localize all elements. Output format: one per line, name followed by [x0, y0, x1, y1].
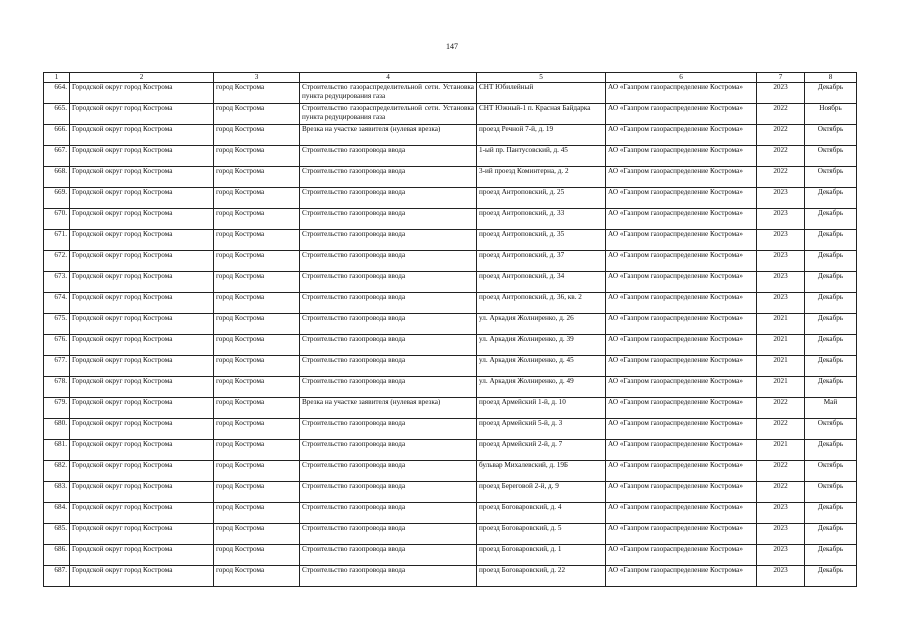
municipality-cell: Городской округ город Кострома: [70, 125, 214, 146]
year-cell: 2022: [757, 104, 805, 125]
municipality-cell: Городской округ город Кострома: [70, 167, 214, 188]
column-header: 5: [477, 73, 606, 83]
address-cell: проезд Антроповский, д. 34: [477, 272, 606, 293]
year-cell: 2023: [757, 524, 805, 545]
locality-cell: город Кострома: [214, 482, 300, 503]
work-type-cell: Строительство газопровода ввода: [300, 251, 477, 272]
column-header: 8: [805, 73, 857, 83]
address-cell: бульвар Михалевский, д. 19Б: [477, 461, 606, 482]
month-cell: Декабрь: [805, 356, 857, 377]
month-cell: Декабрь: [805, 314, 857, 335]
month-cell: Декабрь: [805, 503, 857, 524]
organization-cell: АО «Газпром газораспределение Кострома»: [606, 440, 757, 461]
work-type-cell: Строительство газопровода ввода: [300, 566, 477, 587]
municipality-cell: Городской округ город Кострома: [70, 566, 214, 587]
address-cell: проезд Антроповский, д. 36, кв. 2: [477, 293, 606, 314]
table-body: [44, 83, 857, 587]
row-number-cell: 672.: [44, 251, 70, 272]
work-type-cell: Строительство газопровода ввода: [300, 209, 477, 230]
municipality-cell: Городской округ город Кострома: [70, 398, 214, 419]
month-cell: Октябрь: [805, 419, 857, 440]
work-type-cell: Строительство газопровода ввода: [300, 188, 477, 209]
year-cell: 2023: [757, 293, 805, 314]
row-number-cell: 674.: [44, 293, 70, 314]
organization-cell: АО «Газпром газораспределение Кострома»: [606, 482, 757, 503]
work-type-cell: Строительство газораспределительной сети. Установка пункта редуцирования газа: [300, 83, 477, 104]
locality-cell: город Кострома: [214, 251, 300, 272]
organization-cell: АО «Газпром газораспределение Кострома»: [606, 272, 757, 293]
row-number-cell: 670.: [44, 209, 70, 230]
address-cell: 1-ый пр. Пантусовский, д. 45: [477, 146, 606, 167]
table-row: [44, 524, 857, 545]
work-type-cell: Строительство газопровода ввода: [300, 440, 477, 461]
organization-cell: АО «Газпром газораспределение Кострома»: [606, 566, 757, 587]
locality-cell: город Кострома: [214, 293, 300, 314]
municipality-cell: Городской округ город Кострома: [70, 419, 214, 440]
table-row: [44, 209, 857, 230]
data-table: [43, 72, 857, 587]
locality-cell: город Кострома: [214, 503, 300, 524]
row-number-cell: 686.: [44, 545, 70, 566]
year-cell: 2021: [757, 440, 805, 461]
table-row: [44, 314, 857, 335]
locality-cell: город Кострома: [214, 566, 300, 587]
organization-cell: АО «Газпром газораспределение Кострома»: [606, 398, 757, 419]
year-cell: 2022: [757, 482, 805, 503]
year-cell: 2023: [757, 230, 805, 251]
organization-cell: АО «Газпром газораспределение Кострома»: [606, 356, 757, 377]
work-type-cell: Строительство газопровода ввода: [300, 524, 477, 545]
table-row: [44, 104, 857, 125]
column-header: 2: [70, 73, 214, 83]
municipality-cell: Городской округ город Кострома: [70, 83, 214, 104]
municipality-cell: Городской округ город Кострома: [70, 104, 214, 125]
work-type-cell: Строительство газопровода ввода: [300, 482, 477, 503]
locality-cell: город Кострома: [214, 230, 300, 251]
year-cell: 2021: [757, 335, 805, 356]
month-cell: Декабрь: [805, 272, 857, 293]
table-row: [44, 461, 857, 482]
month-cell: Ноябрь: [805, 104, 857, 125]
municipality-cell: Городской округ город Кострома: [70, 272, 214, 293]
table-row: [44, 146, 857, 167]
address-cell: 3-ий проезд Коминтерна, д. 2: [477, 167, 606, 188]
year-cell: 2023: [757, 83, 805, 104]
organization-cell: АО «Газпром газораспределение Кострома»: [606, 104, 757, 125]
month-cell: Декабрь: [805, 230, 857, 251]
work-type-cell: Строительство газопровода ввода: [300, 314, 477, 335]
page-number: 147: [446, 42, 458, 51]
address-cell: ул. Аркадия Жолниренко, д. 49: [477, 377, 606, 398]
month-cell: Октябрь: [805, 146, 857, 167]
table-row: [44, 188, 857, 209]
month-cell: Май: [805, 398, 857, 419]
month-cell: Октябрь: [805, 482, 857, 503]
address-cell: проезд Речной 7-й, д. 19: [477, 125, 606, 146]
organization-cell: АО «Газпром газораспределение Кострома»: [606, 419, 757, 440]
row-number-cell: 681.: [44, 440, 70, 461]
row-number-cell: 682.: [44, 461, 70, 482]
locality-cell: город Кострома: [214, 314, 300, 335]
locality-cell: город Кострома: [214, 335, 300, 356]
municipality-cell: Городской округ город Кострома: [70, 188, 214, 209]
address-cell: проезд Боговаровский, д. 4: [477, 503, 606, 524]
work-type-cell: Строительство газопровода ввода: [300, 503, 477, 524]
row-number-cell: 677.: [44, 356, 70, 377]
work-type-cell: Строительство газопровода ввода: [300, 545, 477, 566]
work-type-cell: Строительство газопровода ввода: [300, 461, 477, 482]
row-number-cell: 683.: [44, 482, 70, 503]
organization-cell: АО «Газпром газораспределение Кострома»: [606, 545, 757, 566]
organization-cell: АО «Газпром газораспределение Кострома»: [606, 293, 757, 314]
organization-cell: АО «Газпром газораспределение Кострома»: [606, 461, 757, 482]
municipality-cell: Городской округ город Кострома: [70, 482, 214, 503]
year-cell: 2023: [757, 566, 805, 587]
row-number-cell: 687.: [44, 566, 70, 587]
municipality-cell: Городской округ город Кострома: [70, 314, 214, 335]
locality-cell: город Кострома: [214, 545, 300, 566]
row-number-cell: 685.: [44, 524, 70, 545]
address-cell: СНТ Юбилейный: [477, 83, 606, 104]
municipality-cell: Городской округ город Кострома: [70, 251, 214, 272]
month-cell: Декабрь: [805, 524, 857, 545]
organization-cell: АО «Газпром газораспределение Кострома»: [606, 83, 757, 104]
year-cell: 2022: [757, 461, 805, 482]
work-type-cell: Строительство газопровода ввода: [300, 419, 477, 440]
table-row: [44, 272, 857, 293]
row-number-cell: 678.: [44, 377, 70, 398]
row-number-cell: 671.: [44, 230, 70, 251]
locality-cell: город Кострома: [214, 356, 300, 377]
locality-cell: город Кострома: [214, 419, 300, 440]
year-cell: 2023: [757, 209, 805, 230]
address-cell: проезд Антроповский, д. 33: [477, 209, 606, 230]
municipality-cell: Городской округ город Кострома: [70, 545, 214, 566]
table-row: [44, 440, 857, 461]
table-row: [44, 125, 857, 146]
organization-cell: АО «Газпром газораспределение Кострома»: [606, 167, 757, 188]
address-cell: проезд Антроповский, д. 37: [477, 251, 606, 272]
municipality-cell: Городской округ город Кострома: [70, 230, 214, 251]
row-number-cell: 675.: [44, 314, 70, 335]
month-cell: Декабрь: [805, 335, 857, 356]
column-header: 7: [757, 73, 805, 83]
address-cell: проезд Береговой 2-й, д. 9: [477, 482, 606, 503]
year-cell: 2023: [757, 545, 805, 566]
locality-cell: город Кострома: [214, 188, 300, 209]
municipality-cell: Городской округ город Кострома: [70, 440, 214, 461]
year-cell: 2023: [757, 272, 805, 293]
table-row: [44, 251, 857, 272]
municipality-cell: Городской округ город Кострома: [70, 356, 214, 377]
locality-cell: город Кострома: [214, 167, 300, 188]
table-row: [44, 335, 857, 356]
row-number-cell: 684.: [44, 503, 70, 524]
locality-cell: город Кострома: [214, 104, 300, 125]
month-cell: Октябрь: [805, 167, 857, 188]
year-cell: 2021: [757, 377, 805, 398]
municipality-cell: Городской округ город Кострома: [70, 293, 214, 314]
month-cell: Декабрь: [805, 209, 857, 230]
work-type-cell: Строительство газопровода ввода: [300, 335, 477, 356]
work-type-cell: Врезка на участке заявителя (нулевая врезка): [300, 125, 477, 146]
row-number-cell: 668.: [44, 167, 70, 188]
locality-cell: город Кострома: [214, 524, 300, 545]
work-type-cell: Строительство газопровода ввода: [300, 377, 477, 398]
address-cell: ул. Аркадия Жолниренко, д. 39: [477, 335, 606, 356]
table-row: [44, 83, 857, 104]
work-type-cell: Строительство газопровода ввода: [300, 272, 477, 293]
table-row: [44, 356, 857, 377]
municipality-cell: Городской округ город Кострома: [70, 377, 214, 398]
work-type-cell: Строительство газопровода ввода: [300, 167, 477, 188]
address-cell: проезд Армейский 1-й, д. 10: [477, 398, 606, 419]
table-header-row: [44, 73, 857, 83]
row-number-cell: 664.: [44, 83, 70, 104]
row-number-cell: 667.: [44, 146, 70, 167]
organization-cell: АО «Газпром газораспределение Кострома»: [606, 503, 757, 524]
organization-cell: АО «Газпром газораспределение Кострома»: [606, 209, 757, 230]
organization-cell: АО «Газпром газораспределение Кострома»: [606, 188, 757, 209]
organization-cell: АО «Газпром газораспределение Кострома»: [606, 146, 757, 167]
month-cell: Декабрь: [805, 377, 857, 398]
work-type-cell: Строительство газопровода ввода: [300, 230, 477, 251]
table-row: [44, 419, 857, 440]
municipality-cell: Городской округ город Кострома: [70, 146, 214, 167]
municipality-cell: Городской округ город Кострома: [70, 209, 214, 230]
organization-cell: АО «Газпром газораспределение Кострома»: [606, 230, 757, 251]
municipality-cell: Городской округ город Кострома: [70, 524, 214, 545]
organization-cell: АО «Газпром газораспределение Кострома»: [606, 377, 757, 398]
year-cell: 2021: [757, 356, 805, 377]
locality-cell: город Кострома: [214, 146, 300, 167]
row-number-cell: 676.: [44, 335, 70, 356]
work-type-cell: Строительство газопровода ввода: [300, 293, 477, 314]
row-number-cell: 680.: [44, 419, 70, 440]
month-cell: Декабрь: [805, 440, 857, 461]
column-header: 3: [214, 73, 300, 83]
month-cell: Декабрь: [805, 83, 857, 104]
locality-cell: город Кострома: [214, 398, 300, 419]
year-cell: 2022: [757, 419, 805, 440]
address-cell: СНТ Южный-1 п. Красная Байдарка: [477, 104, 606, 125]
row-number-cell: 666.: [44, 125, 70, 146]
municipality-cell: Городской округ город Кострома: [70, 461, 214, 482]
year-cell: 2022: [757, 125, 805, 146]
table-row: [44, 377, 857, 398]
table-row: [44, 230, 857, 251]
organization-cell: АО «Газпром газораспределение Кострома»: [606, 251, 757, 272]
municipality-cell: Городской округ город Кострома: [70, 335, 214, 356]
work-type-cell: Строительство газопровода ввода: [300, 356, 477, 377]
locality-cell: город Кострома: [214, 272, 300, 293]
table-row: [44, 167, 857, 188]
locality-cell: город Кострома: [214, 440, 300, 461]
address-cell: ул. Аркадия Жолниренко, д. 26: [477, 314, 606, 335]
organization-cell: АО «Газпром газораспределение Кострома»: [606, 524, 757, 545]
month-cell: Декабрь: [805, 545, 857, 566]
locality-cell: город Кострома: [214, 83, 300, 104]
row-number-cell: 673.: [44, 272, 70, 293]
year-cell: 2021: [757, 314, 805, 335]
work-type-cell: Строительство газораспределительной сети. Установка пункта редуцирования газа: [300, 104, 477, 125]
row-number-cell: 665.: [44, 104, 70, 125]
address-cell: ул. Аркадия Жолниренко, д. 45: [477, 356, 606, 377]
table-row: [44, 503, 857, 524]
year-cell: 2022: [757, 146, 805, 167]
table-row: [44, 545, 857, 566]
work-type-cell: Строительство газопровода ввода: [300, 146, 477, 167]
address-cell: проезд Боговаровский, д. 22: [477, 566, 606, 587]
year-cell: 2023: [757, 188, 805, 209]
work-type-cell: Врезка на участке заявителя (нулевая врезка): [300, 398, 477, 419]
table-row: [44, 398, 857, 419]
year-cell: 2023: [757, 251, 805, 272]
address-cell: проезд Армейский 2-й, д. 7: [477, 440, 606, 461]
row-number-cell: 669.: [44, 188, 70, 209]
column-header: 6: [606, 73, 757, 83]
column-header: 4: [300, 73, 477, 83]
address-cell: проезд Армейский 5-й, д. 3: [477, 419, 606, 440]
locality-cell: город Кострома: [214, 377, 300, 398]
locality-cell: город Кострома: [214, 125, 300, 146]
organization-cell: АО «Газпром газораспределение Кострома»: [606, 314, 757, 335]
month-cell: Декабрь: [805, 566, 857, 587]
table-row: [44, 293, 857, 314]
column-header: 1: [44, 73, 70, 83]
address-cell: проезд Антроповский, д. 35: [477, 230, 606, 251]
month-cell: Декабрь: [805, 251, 857, 272]
month-cell: Октябрь: [805, 461, 857, 482]
table-row: [44, 482, 857, 503]
table-row: [44, 566, 857, 587]
address-cell: проезд Боговаровский, д. 5: [477, 524, 606, 545]
municipality-cell: Городской округ город Кострома: [70, 503, 214, 524]
year-cell: 2023: [757, 503, 805, 524]
address-cell: проезд Антроповский, д. 25: [477, 188, 606, 209]
locality-cell: город Кострома: [214, 461, 300, 482]
month-cell: Декабрь: [805, 293, 857, 314]
month-cell: Октябрь: [805, 125, 857, 146]
year-cell: 2022: [757, 398, 805, 419]
locality-cell: город Кострома: [214, 209, 300, 230]
row-number-cell: 679.: [44, 398, 70, 419]
organization-cell: АО «Газпром газораспределение Кострома»: [606, 335, 757, 356]
address-cell: проезд Боговаровский, д. 1: [477, 545, 606, 566]
organization-cell: АО «Газпром газораспределение Кострома»: [606, 125, 757, 146]
year-cell: 2022: [757, 167, 805, 188]
month-cell: Декабрь: [805, 188, 857, 209]
